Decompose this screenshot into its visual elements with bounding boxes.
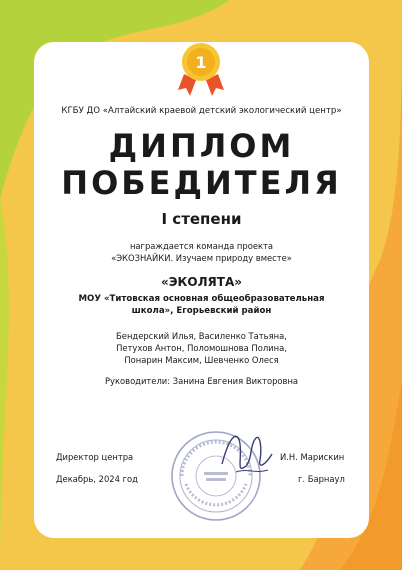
director-signature-icon xyxy=(216,424,276,484)
title-line-2: ПОБЕДИТЕЛЯ xyxy=(61,164,342,202)
school-line-1: МОУ «Титовская основная общеобразовательная xyxy=(78,294,325,304)
school-name xyxy=(34,293,369,317)
organization-name: КГБУ ДО «Алтайский краевой детский экологический центр» xyxy=(61,106,342,116)
awarded-line-1: награждается команда проекта xyxy=(129,241,274,251)
members-line: Петухов Антон, Поломошнова Полина, xyxy=(116,343,287,353)
medal-number: 1 xyxy=(195,53,207,72)
diploma-title xyxy=(34,128,369,202)
director-label: Директор центра xyxy=(56,452,134,462)
degree-label: I степени xyxy=(161,210,242,228)
city: г. Барнаул xyxy=(298,474,345,484)
members-line: Бендерский Илья, Василенко Татьяна, xyxy=(116,331,287,341)
school-line-2: школа», Егорьевский район xyxy=(131,306,272,316)
team-name: «ЭКОЛЯТА» xyxy=(161,275,242,289)
director-name: И.Н. Марискин xyxy=(280,452,345,462)
members-line: Понарин Максим, Шевченко Олеся xyxy=(124,355,279,365)
team-members xyxy=(34,330,369,366)
leaders-line: Руководители: Занина Евгения Викторовна xyxy=(104,376,299,386)
gold-medal-icon xyxy=(178,40,224,96)
awarded-line-2: «ЭКОЗНАЙКИ. Изучаем природу вместе» xyxy=(111,253,292,263)
title-line-1: ДИПЛОМ xyxy=(108,127,295,165)
issue-date: Декабрь, 2024 год xyxy=(56,474,138,484)
awarded-text xyxy=(34,240,369,264)
